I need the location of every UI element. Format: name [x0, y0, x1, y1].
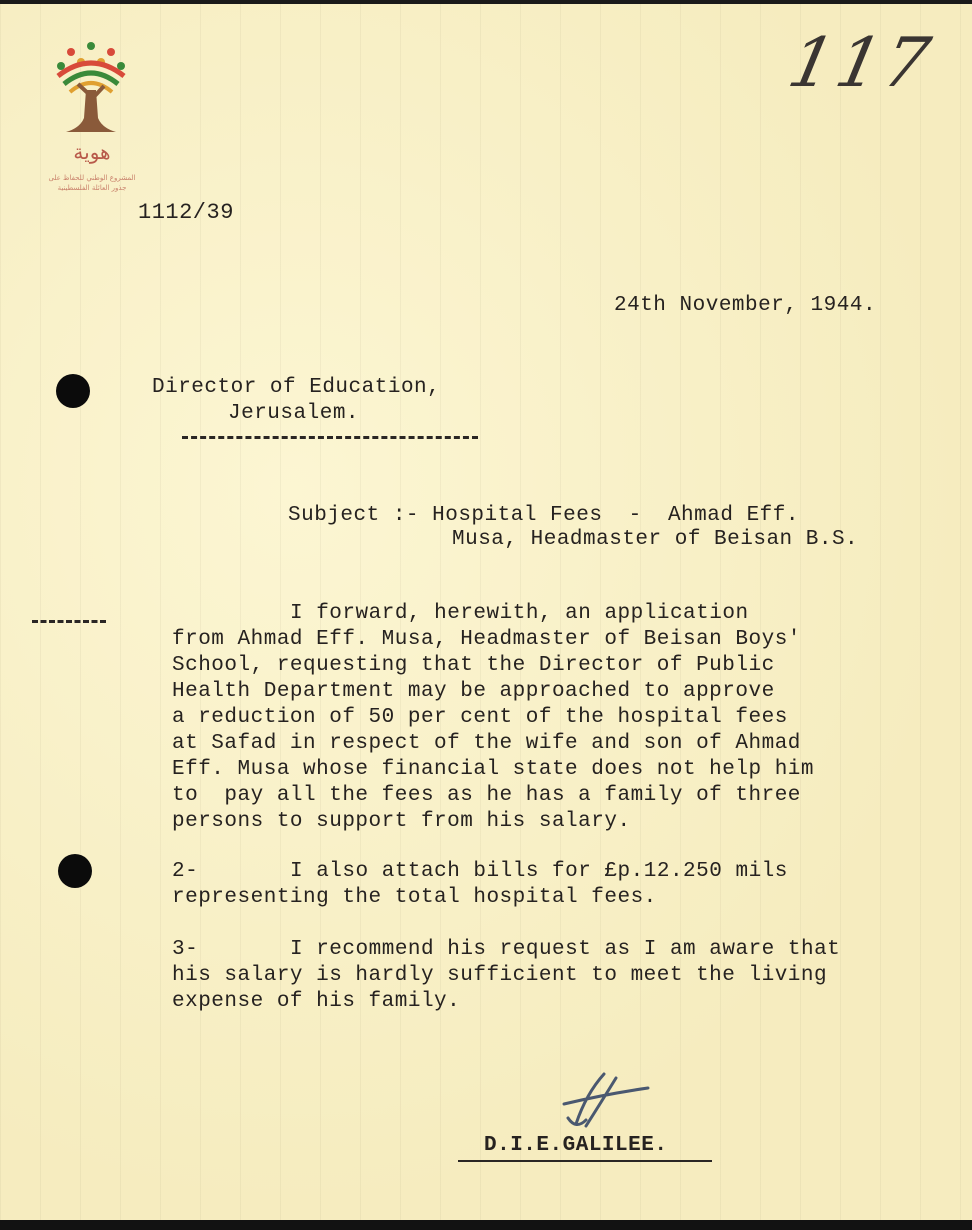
folio-number: 117	[781, 24, 941, 103]
paragraph-line: Eff. Musa whose financial state does not help him	[172, 758, 815, 781]
letter-date: 24th November, 1944.	[614, 294, 877, 317]
tree-of-people-icon	[50, 40, 132, 140]
paragraph-line: a reduction of 50 per cent of the hospital fees	[172, 706, 788, 729]
document-page	[0, 4, 972, 1220]
addressee-line-1: Director of Education,	[152, 376, 441, 399]
addressee-line-2: Jerusalem.	[228, 402, 360, 425]
signature-title: D.I.E.GALILEE.	[484, 1134, 668, 1157]
punch-hole-bottom	[58, 854, 92, 888]
subject-line-2: Musa, Headmaster of Beisan B.S.	[452, 528, 859, 551]
margin-dash	[32, 620, 106, 623]
scan-edge	[0, 1220, 972, 1230]
logo-caption-2: جذور العائلة الفلسطينية	[57, 184, 127, 192]
paragraph-line: to pay all the fees as he has a family of three	[172, 784, 801, 807]
paragraph-line: his salary is hardly sufficient to meet the living	[172, 964, 828, 987]
paragraph-line: I recommend his request as I am aware that	[290, 938, 841, 961]
paragraph-number: 2-	[172, 860, 199, 883]
reference-number: 1112/39	[138, 200, 234, 225]
paragraph-line: persons to support from his salary.	[172, 810, 631, 833]
punch-hole-top	[56, 374, 90, 408]
paragraph-line: I forward, herewith, an application	[290, 602, 749, 625]
paragraph-line: from Ahmad Eff. Musa, Headmaster of Beisan Boys'	[172, 628, 801, 651]
paragraph-line: Health Department may be approached to approve	[172, 680, 775, 703]
subject-line-1: Subject :- Hospital Fees - Ahmad Eff.	[288, 504, 799, 527]
paragraph-line: representing the total hospital fees.	[172, 886, 657, 909]
paragraph-line: expense of his family.	[172, 990, 461, 1013]
signature-underline	[458, 1160, 712, 1162]
logo-brand: هوية	[73, 140, 111, 164]
paragraph-number: 3-	[172, 938, 199, 961]
paragraph-line: at Safad in respect of the wife and son of Ahmad	[172, 732, 801, 755]
paragraph-line: School, requesting that the Director of Public	[172, 654, 775, 677]
signature-scribble	[556, 1064, 656, 1134]
logo-caption-1: المشروع الوطني للحفاظ على	[48, 174, 136, 182]
archive-logo	[48, 40, 136, 200]
addressee-underline	[182, 436, 478, 439]
paragraph-line: I also attach bills for £p.12.250 mils	[290, 860, 788, 883]
